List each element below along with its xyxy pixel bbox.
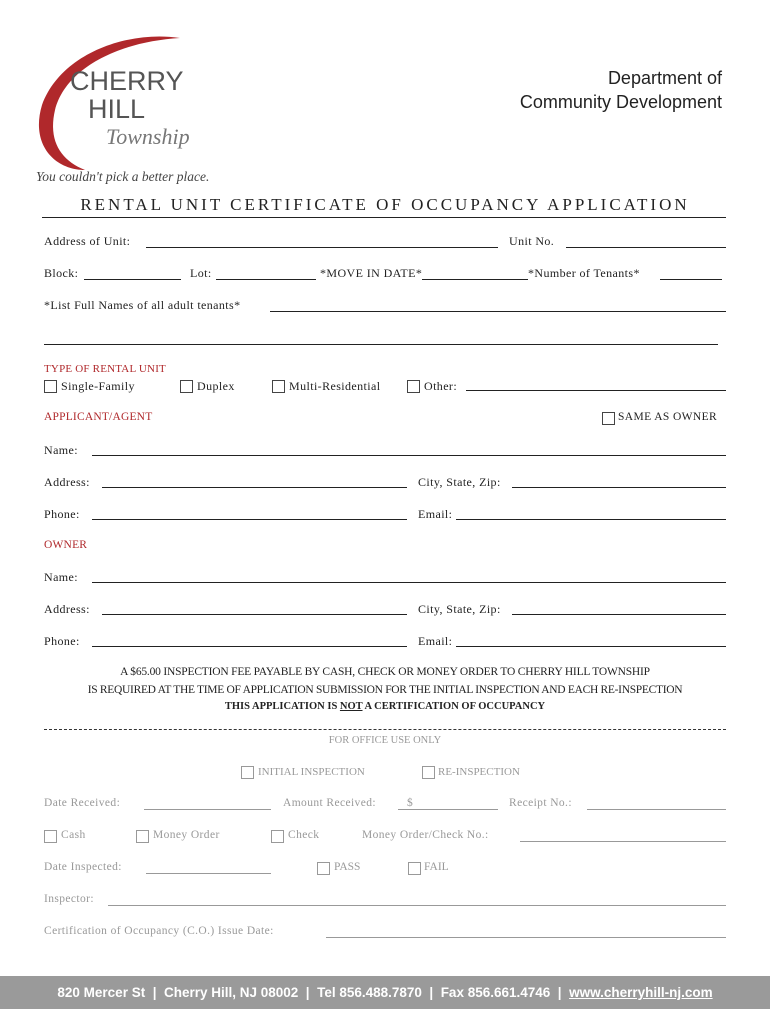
pass-checkbox[interactable]	[317, 862, 330, 875]
applicant-address-field[interactable]	[102, 487, 407, 488]
owner-address-label: Address:	[44, 602, 90, 616]
amount-received-label: Amount Received:	[283, 797, 376, 809]
multi-residential-label: Multi-Residential	[289, 379, 381, 393]
duplex-checkbox[interactable]	[180, 380, 193, 393]
amount-received-field[interactable]	[398, 809, 498, 810]
applicant-name-field[interactable]	[92, 455, 726, 456]
other-checkbox[interactable]	[407, 380, 420, 393]
same-as-owner-checkbox[interactable]	[602, 412, 615, 425]
date-received-label: Date Received:	[44, 797, 121, 809]
pass-label: PASS	[334, 861, 361, 873]
applicant-heading: APPLICANT/AGENT	[44, 411, 153, 423]
money-order-checkbox[interactable]	[136, 830, 149, 843]
mo-check-no-field[interactable]	[520, 841, 726, 842]
tenant-names-field-1[interactable]	[270, 311, 726, 312]
logo-text-township: Township	[106, 124, 190, 149]
co-issue-date-label: Certification of Occupancy (C.O.) Issue Date:	[44, 925, 274, 937]
other-label: Other:	[424, 379, 458, 393]
inspector-field[interactable]	[108, 905, 726, 906]
inspector-label: Inspector:	[44, 893, 94, 905]
owner-email-field[interactable]	[456, 646, 726, 647]
duplex-label: Duplex	[197, 379, 235, 393]
fee-notice-line-1: A $65.00 INSPECTION FEE PAYABLE BY CASH, CHECK OR MONEY ORDER TO CHERRY HILL TOWNSHIP	[120, 666, 650, 678]
block-field[interactable]	[84, 279, 181, 280]
office-use-heading: FOR OFFICE USE ONLY	[328, 735, 442, 746]
logo-text-hill: HILL	[88, 94, 146, 124]
owner-heading: OWNER	[44, 539, 88, 551]
page-title: RENTAL UNIT CERTIFICATE OF OCCUPANCY APPLICATION	[80, 195, 690, 214]
rental-type-heading: TYPE OF RENTAL UNIT	[44, 363, 166, 375]
lot-field[interactable]	[216, 279, 316, 280]
not-cert-post: A CERTIFICATION OF OCCUPANCY	[362, 701, 546, 712]
fee-notice	[0, 663, 770, 715]
date-inspected-field[interactable]	[146, 873, 271, 874]
department-heading	[520, 66, 722, 114]
receipt-no-label: Receipt No.:	[509, 797, 572, 809]
applicant-name-label: Name:	[44, 443, 78, 457]
address-of-unit-field[interactable]	[146, 247, 498, 248]
applicant-email-label: Email:	[418, 507, 453, 521]
lot-label: Lot:	[190, 266, 212, 280]
number-of-tenants-field[interactable]	[660, 279, 722, 280]
footer-bar	[0, 976, 770, 1009]
co-issue-date-field[interactable]	[326, 937, 726, 938]
tenant-names-field-2[interactable]	[44, 344, 718, 345]
same-as-owner-label: SAME AS OWNER	[618, 411, 718, 423]
owner-city-label: City, State, Zip:	[418, 602, 501, 616]
logo-text-cherry: CHERRY	[70, 66, 184, 96]
amount-currency: $	[407, 797, 414, 809]
tenant-names-label: *List Full Names of all adult tenants*	[44, 298, 241, 312]
check-checkbox[interactable]	[271, 830, 284, 843]
not-certification-notice	[0, 699, 770, 715]
initial-inspection-checkbox[interactable]	[241, 766, 254, 779]
date-inspected-label: Date Inspected:	[44, 861, 122, 873]
move-in-date-field[interactable]	[422, 279, 528, 280]
department-line-2: Community Development	[519, 92, 722, 112]
applicant-city-field[interactable]	[512, 487, 726, 488]
unit-no-label: Unit No.	[509, 234, 555, 248]
not-cert-pre: THIS APPLICATION IS	[224, 701, 340, 712]
single-family-checkbox[interactable]	[44, 380, 57, 393]
applicant-email-field[interactable]	[456, 519, 726, 520]
cash-checkbox[interactable]	[44, 830, 57, 843]
applicant-phone-label: Phone:	[44, 507, 80, 521]
township-logo	[30, 30, 230, 190]
owner-phone-label: Phone:	[44, 634, 80, 648]
applicant-address-label: Address:	[44, 475, 90, 489]
initial-inspection-label: INITIAL INSPECTION	[258, 766, 365, 778]
applicant-city-label: City, State, Zip:	[418, 475, 501, 489]
date-received-field[interactable]	[144, 809, 271, 810]
footer-address: 820 Mercer St | Cherry Hill, NJ 08002 | Tel 856.488.7870 | Fax 856.661.4746 |	[57, 985, 570, 1000]
owner-name-label: Name:	[44, 570, 78, 584]
owner-name-field[interactable]	[92, 582, 726, 583]
cash-label: Cash	[61, 829, 86, 841]
owner-city-field[interactable]	[512, 614, 726, 615]
department-line-1: Department of	[607, 68, 722, 88]
address-of-unit-label: Address of Unit:	[44, 234, 131, 248]
title-underline	[42, 217, 726, 218]
multi-residential-checkbox[interactable]	[272, 380, 285, 393]
unit-no-field[interactable]	[566, 247, 726, 248]
other-field[interactable]	[466, 390, 726, 391]
block-label: Block:	[44, 266, 79, 280]
re-inspection-checkbox[interactable]	[422, 766, 435, 779]
fail-checkbox[interactable]	[408, 862, 421, 875]
move-in-date-label: *MOVE IN DATE*	[320, 266, 423, 280]
fail-label: FAIL	[424, 861, 449, 873]
applicant-phone-field[interactable]	[92, 519, 407, 520]
not-cert-not: NOT	[339, 701, 363, 712]
number-of-tenants-label: *Number of Tenants*	[528, 266, 640, 280]
office-separator	[44, 729, 726, 730]
re-inspection-label: RE-INSPECTION	[438, 766, 520, 778]
receipt-no-field[interactable]	[587, 809, 726, 810]
owner-address-field[interactable]	[102, 614, 407, 615]
check-label: Check	[288, 829, 320, 841]
fee-notice-line-2: IS REQUIRED AT THE TIME OF APPLICATION SUBMISSION FOR THE INITIAL INSPECTION AND EACH RE-INSPECTION	[87, 684, 683, 696]
money-order-label: Money Order	[153, 829, 220, 841]
owner-email-label: Email:	[418, 634, 453, 648]
single-family-label: Single-Family	[61, 379, 135, 393]
logo-tagline: You couldn't pick a better place.	[36, 169, 210, 184]
owner-phone-field[interactable]	[92, 646, 407, 647]
mo-check-no-label: Money Order/Check No.:	[362, 829, 489, 841]
footer-website-link[interactable]: www.cherryhill-nj.com	[569, 985, 713, 1000]
